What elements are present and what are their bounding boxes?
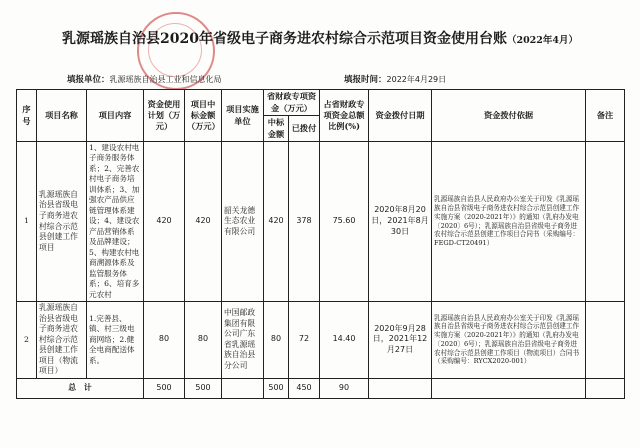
- funds-ledger-table: [16, 89, 625, 399]
- cell-implementer: 韶关龙德生态农业有限公司: [222, 142, 264, 302]
- fill-unit: [67, 73, 222, 85]
- fill-date-value: 2022年4月29日: [386, 75, 447, 84]
- header-used: 已拨付: [289, 116, 320, 142]
- cell-funds-plan: 420: [144, 142, 185, 302]
- total-ratio: 90: [320, 378, 369, 398]
- cell-winning-amount: 420: [185, 142, 222, 302]
- cell-pay-date: 2020年9月28日，2021年12月27日: [369, 302, 432, 379]
- cell-remark: [586, 302, 625, 379]
- cell-ratio: 14.40: [320, 302, 369, 379]
- document-title: [0, 28, 640, 48]
- header-seq: 序号: [17, 90, 37, 142]
- cell-name: 乳源瑶族自治县省级电子商务进农村综合示范县创建工作项目（物流项目）: [37, 302, 87, 379]
- cell-pay-date: 2020年8月20日，2021年8月30日: [369, 142, 432, 302]
- header-content: 项目内容: [87, 90, 144, 142]
- total-row: [17, 378, 625, 398]
- cell-used: 72: [289, 302, 320, 379]
- header-winning-amount: 项目中标金额（万元）: [185, 90, 222, 142]
- cell-winning-amount: 80: [185, 302, 222, 379]
- header-row-1: [17, 90, 625, 116]
- total-label: 总 计: [17, 378, 144, 398]
- table-row: [17, 302, 625, 379]
- header-funds-plan: 资金使用计划（万元）: [144, 90, 185, 142]
- cell-basis: 乳源瑶族自治县人民政府办公室关于印发《乳源瑶族自治县省级电子商务进农村综合示范县创建工作实施方案（2020-2021年）》的通知（乳府办发电〔2020〕6号）；乳源瑶族自治县省级电子商务进农村综合示范县创建工作项目合同书（采购编号：FEGD-CT20491）: [432, 142, 586, 302]
- cell-seq: 1: [17, 142, 37, 302]
- header-remark: 备注: [586, 90, 625, 142]
- total-basis: [432, 378, 586, 398]
- fill-date: [344, 73, 446, 85]
- cell-content: 1、建设农村电子商务服务体系；2、完善农村电子商务培训体系；3、加强农产品供应链管理体系建设；4、建设农产品营销体系及品牌建设；5、构建农村电商溯源体系及监管服务体系；6、培育多元农村: [87, 142, 144, 302]
- cell-basis: 乳源瑶族自治县人民政府办公室关于印发《乳源瑶族自治县省级电子商务进农村综合示范县创建工作实施方案（2020-2021年）》的通知（乳府办发电〔2020〕6号）；乳源瑶族自治县省级电子商务进农村综合示范县创建工作项目（物流项目）合同书（采购编号：RYCX2020-001）: [432, 302, 586, 379]
- title-main: 乳源瑶族自治县2020年省级电子商务进农村综合示范项目资金使用台账: [61, 31, 507, 47]
- total-remark: [586, 378, 625, 398]
- header-pay-date: 资金拨付日期: [369, 90, 432, 142]
- header-ratio: 占省财政专项资金总额比例(%): [320, 90, 369, 142]
- title-suffix: （2022年4月）: [506, 35, 579, 46]
- cell-winning: 80: [264, 302, 289, 379]
- fill-unit-label: 填报单位：: [67, 75, 110, 85]
- header-name: 项目名称: [37, 90, 87, 142]
- cell-ratio: 75.60: [320, 142, 369, 302]
- table-row: [17, 142, 625, 302]
- header-basis: 资金拨付依据: [432, 90, 586, 142]
- cell-implementer: 中国邮政集团有限公司广东省乳源瑶族自治县分公司: [222, 302, 264, 379]
- cell-remark: [586, 142, 625, 302]
- cell-used: 378: [289, 142, 320, 302]
- total-winning-amount: 500: [185, 378, 222, 398]
- header-winning: 中标金额: [264, 116, 289, 142]
- total-funds-plan: 500: [144, 378, 185, 398]
- cell-content: 1.完善县、镇、村三级电商网络；2.健全电商配送体系。: [87, 302, 144, 379]
- fill-unit-value: 乳源瑶族自治县工业和信息化局: [109, 75, 222, 84]
- header-provincial-group: 省财政专项资金（万元）: [264, 90, 320, 116]
- cell-winning: 420: [264, 142, 289, 302]
- total-used: 450: [289, 378, 320, 398]
- total-pay-date: [369, 378, 432, 398]
- fill-date-label: 填报时间：: [344, 75, 387, 85]
- total-implementer: [222, 378, 264, 398]
- cell-funds-plan: 80: [144, 302, 185, 379]
- cell-name: 乳源瑶族自治县省级电子商务进农村综合示范县创建工作项目: [37, 142, 87, 302]
- total-winning: 500: [264, 378, 289, 398]
- header-implementer: 项目实施单位: [222, 90, 264, 142]
- cell-seq: 2: [17, 302, 37, 379]
